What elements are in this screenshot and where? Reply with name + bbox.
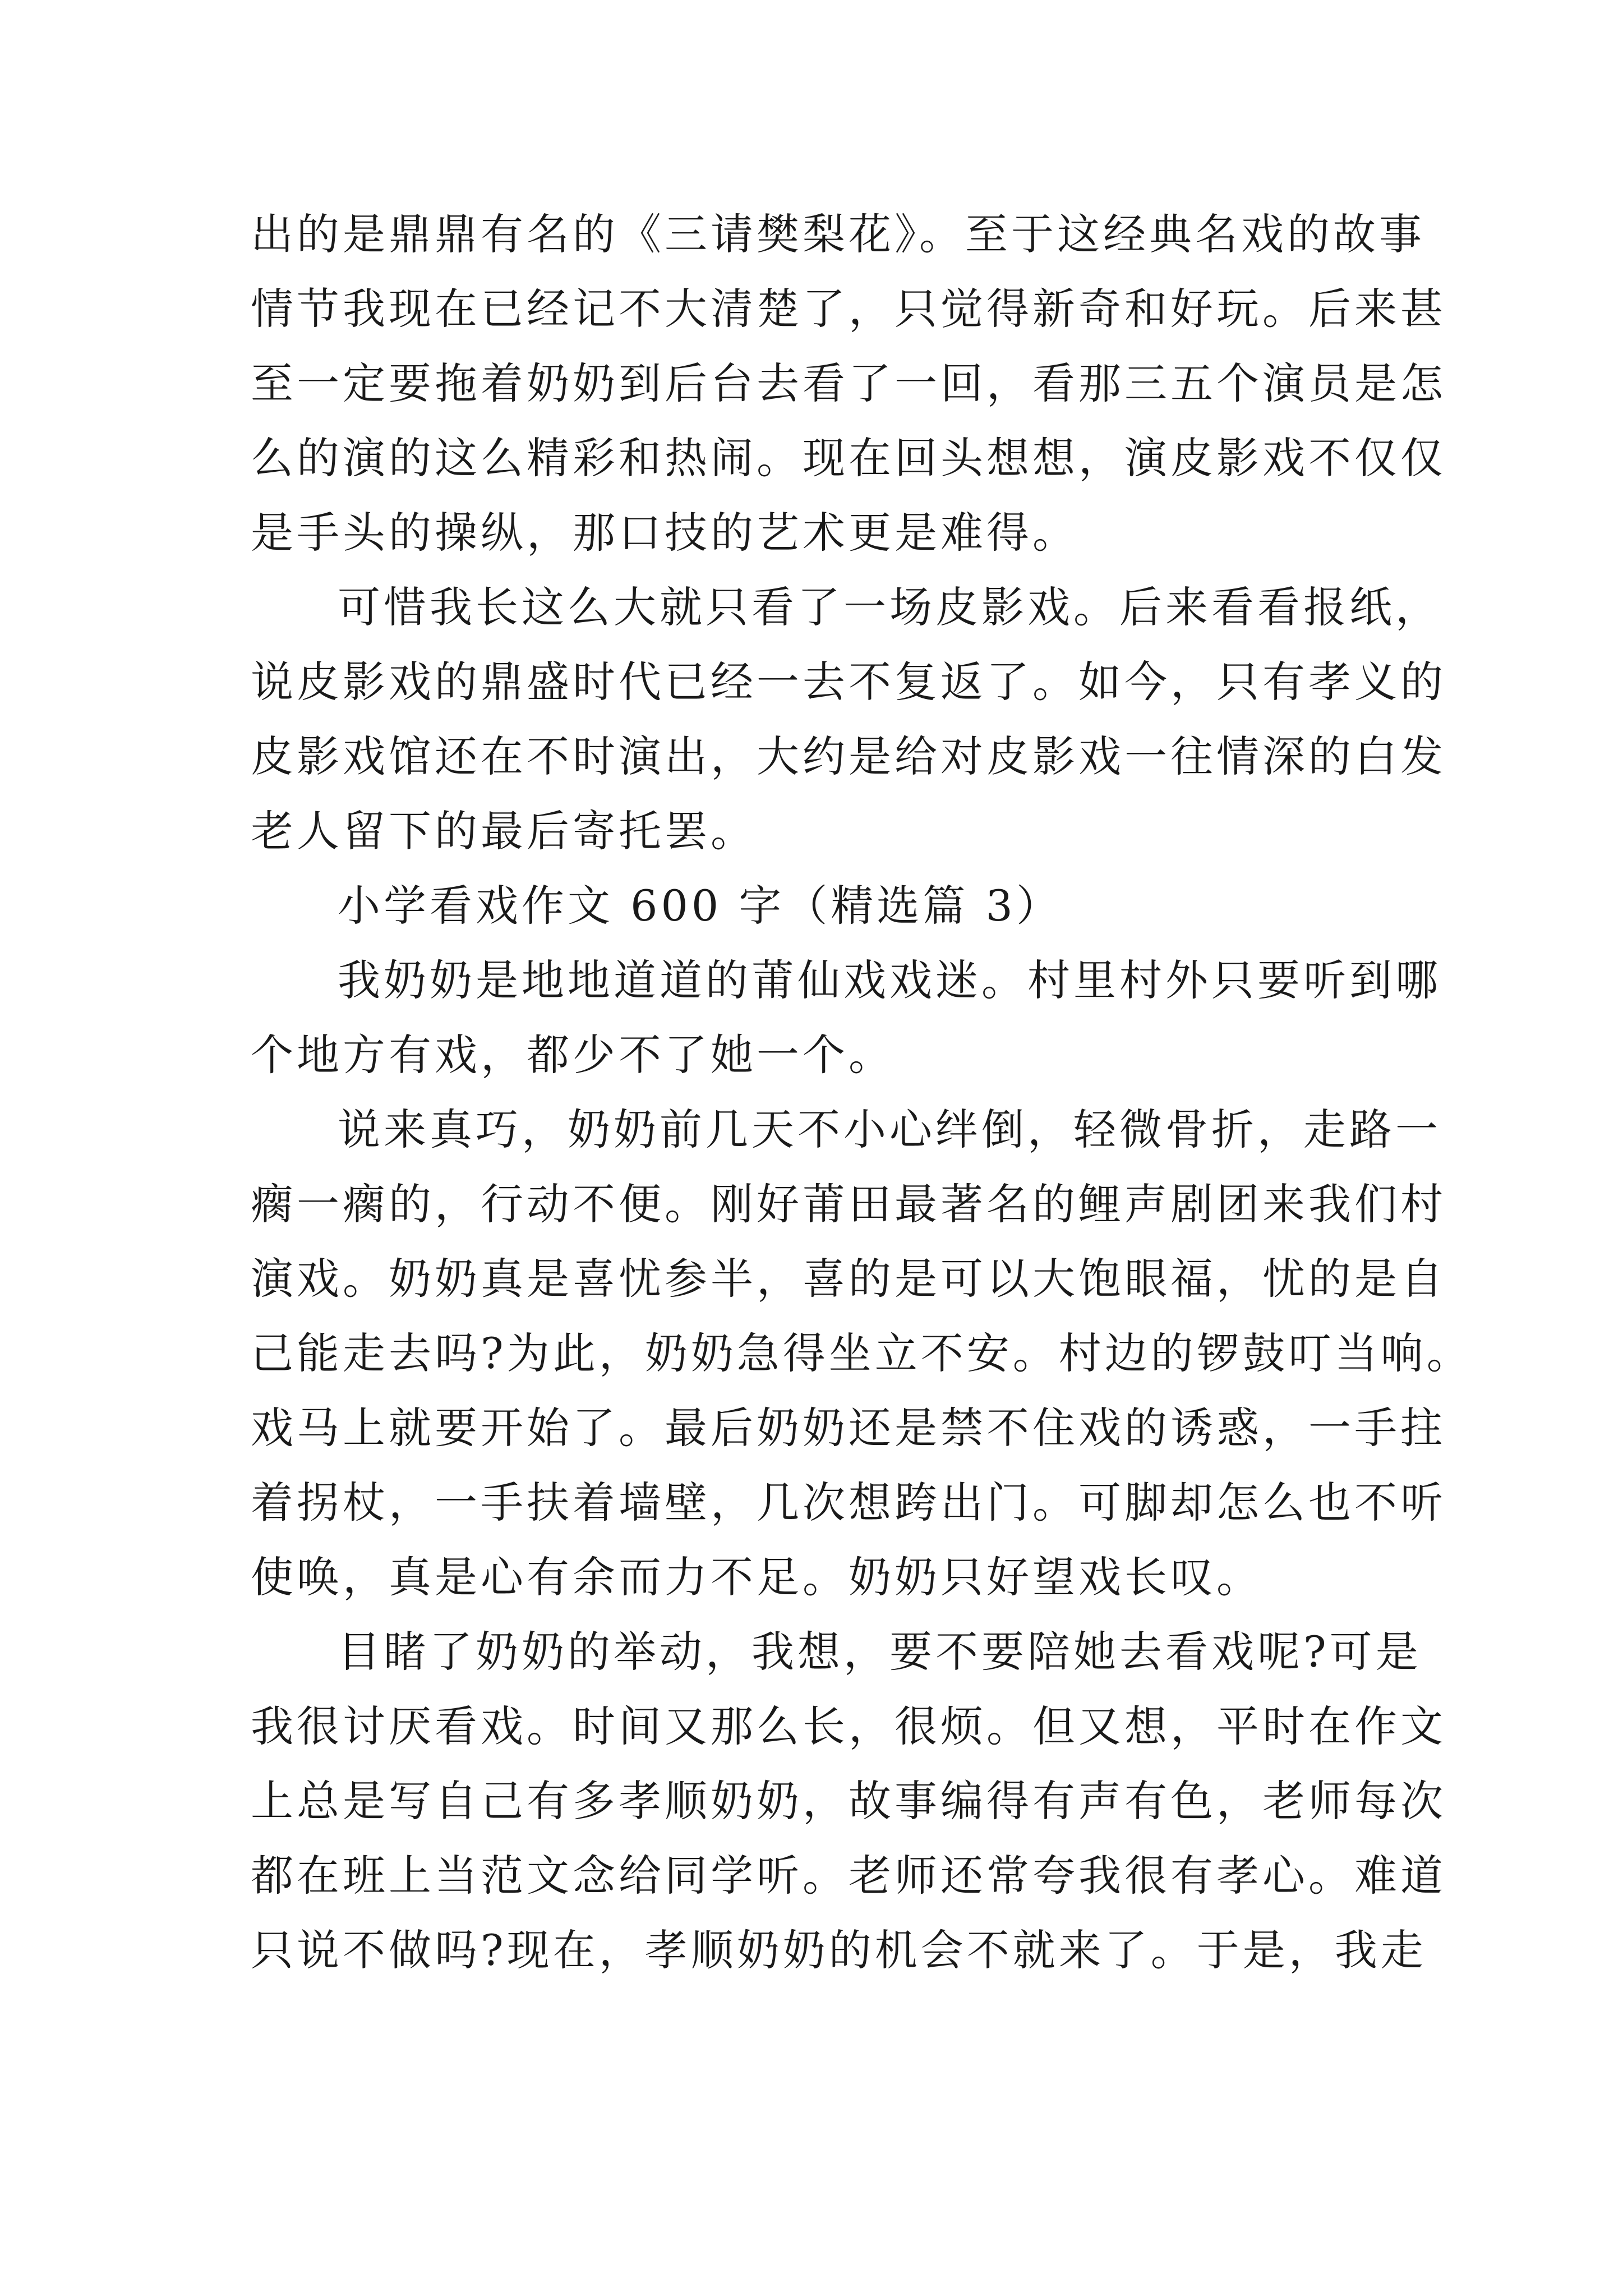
text-line: 么的演的这么精彩和热闹。现在回头想想，演皮影戏不仅仅 [251, 433, 1446, 483]
text-line: 我很讨厌看戏。时间又那么长，很烦。但又想，平时在作文 [251, 1701, 1446, 1751]
text-line: 演戏。奶奶真是喜忧参半，喜的是可以大饱眼福，忧的是自 [251, 1254, 1446, 1304]
text-line: 上总是写自己有多孝顺奶奶，故事编得有声有色，老师每次 [251, 1776, 1446, 1826]
paragraph-first-line: 目睹了奶奶的举动，我想，要不要陪她去看戏呢?可是 [338, 1627, 1422, 1677]
text-line: 老人留下的最后寄托罢。 [251, 806, 757, 856]
text-line: 使唤，真是心有余而力不足。奶奶只好望戏长叹。 [251, 1552, 1262, 1602]
text-line: 瘸一瘸的，行动不便。刚好莆田最著名的鲤声剧团来我们村 [251, 1179, 1446, 1229]
text-line: 都在班上当范文念给同学听。老师还常夸我很有孝心。难道 [251, 1851, 1446, 1901]
text-line: 皮影戏馆还在不时演出，大约是给对皮影戏一往情深的白发 [251, 731, 1446, 781]
text-line: 己能走去吗?为此，奶奶急得坐立不安。村边的锣鼓叮当响。 [251, 1328, 1473, 1378]
text-line: 个地方有戏，都少不了她一个。 [251, 1030, 895, 1080]
text-line: 着拐杖，一手扶着墙壁，几次想跨出门。可脚却怎么也不听 [251, 1478, 1446, 1527]
paragraph-first-line: 可惜我长这么大就只看了一场皮影戏。后来看看报纸， [338, 582, 1441, 632]
paragraph-first-line: 我奶奶是地地道道的莆仙戏戏迷。村里村外只要听到哪 [338, 955, 1441, 1005]
text-line: 戏马上就要开始了。最后奶奶还是禁不住戏的诱惑，一手拄 [251, 1403, 1446, 1453]
text-line: 说皮影戏的鼎盛时代已经一去不复返了。如今，只有孝义的 [251, 657, 1446, 707]
paragraph-first-line: 说来真巧，奶奶前几天不小心绊倒，轻微骨折，走路一 [338, 1105, 1441, 1154]
text-line: 是手头的操纵，那口技的艺术更是难得。 [251, 508, 1078, 558]
text-line: 至一定要拖着奶奶到后台去看了一回，看那三五个演员是怎 [251, 358, 1446, 408]
text-line: 情节我现在已经记不大清楚了，只觉得新奇和好玩。后来甚 [251, 284, 1446, 334]
text-line: 出的是鼎鼎有名的《三请樊梨花》。至于这经典名戏的故事 [251, 209, 1425, 259]
section-heading: 小学看戏作文 600 字（精选篇 3） [338, 881, 1062, 931]
text-line: 只说不做吗?现在，孝顺奶奶的机会不就来了。于是，我走 [251, 1925, 1427, 1975]
